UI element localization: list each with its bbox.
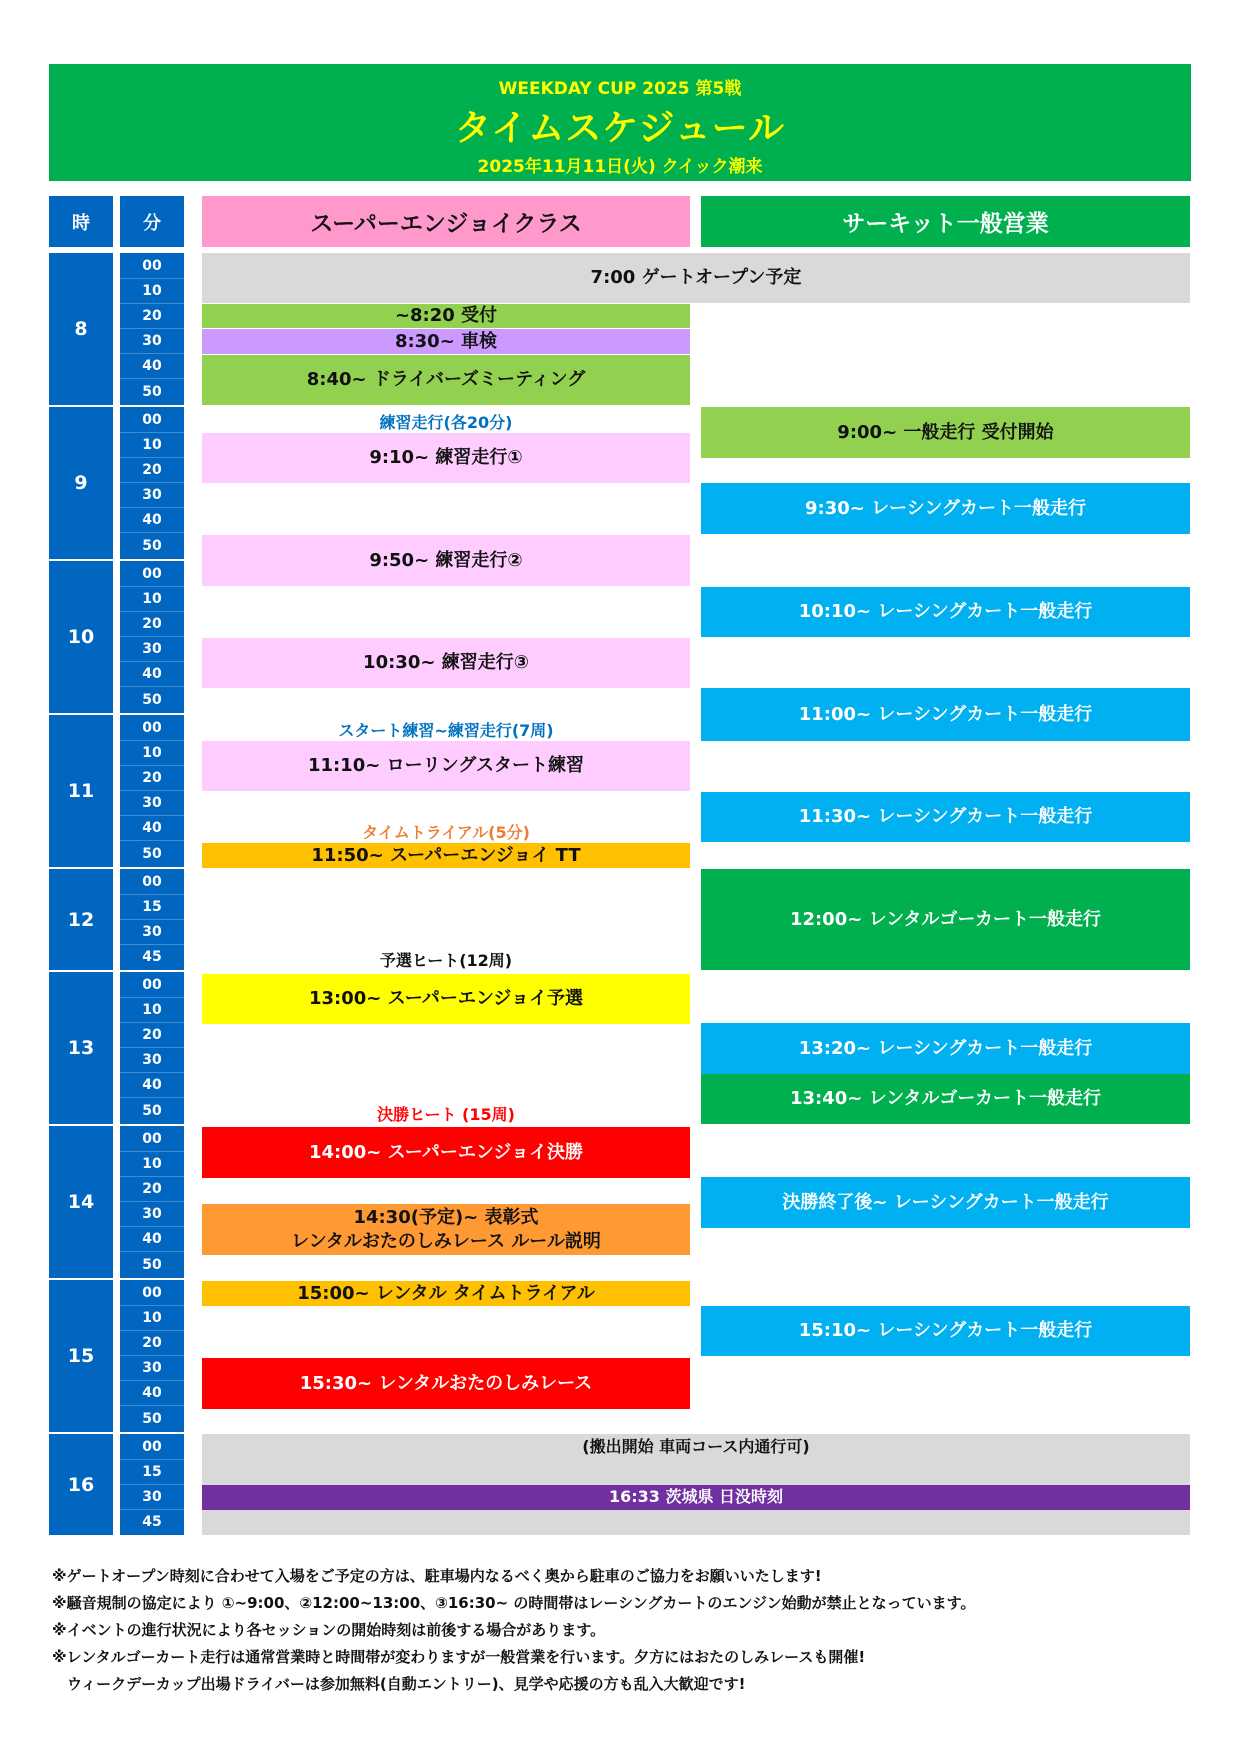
minute-cell: 20	[120, 1330, 184, 1356]
qualifying-heat-label: 予選ヒート(12周)	[379, 951, 513, 970]
rental-kart-1340-event: 13:40~ レンタルゴーカート一般走行	[701, 1074, 1190, 1124]
hour-cell: 15	[49, 1280, 113, 1432]
title-banner	[49, 64, 1191, 181]
practice-1-event: 9:10~ 練習走行①	[202, 433, 690, 483]
note-line: ※レンタルゴーカート走行は通常営業時と時間帯が変わりますが一般営業を行います。夕方にはおたのしみレースも開催!	[52, 1648, 866, 1666]
note-line: ウィークデーカップ出場ドライバーは参加無料(自動エントリー)、見学や応援の方も乱入大歓迎です!	[52, 1675, 746, 1693]
hour-cell: 10	[49, 561, 113, 713]
minute-cell: 10	[120, 278, 184, 304]
minute-cell: 20	[120, 457, 184, 483]
hour-column-header: 時	[49, 196, 113, 247]
minute-cell: 50	[142, 1102, 162, 1119]
minute-cell: 50	[142, 383, 162, 400]
circuit-general-header: サーキット一般営業	[701, 196, 1190, 247]
super-enjoy-class-header: スーパーエンジョイクラス	[202, 196, 690, 247]
minute-cell: 50	[142, 845, 162, 862]
minute-cell: 20	[120, 1022, 184, 1048]
racing-kart-1130-event: 11:30~ レーシングカート一般走行	[701, 792, 1190, 842]
minute-block	[120, 1126, 184, 1278]
minute-cell: 30	[120, 482, 184, 508]
minute-cell: 40	[120, 1380, 184, 1406]
carry-out-label: (搬出開始 車両コース内通行可)	[582, 1437, 810, 1456]
minute-block	[120, 972, 184, 1124]
minute-cell: 30	[120, 328, 184, 354]
award-line-1: 14:30(予定)~ 表彰式	[353, 1207, 539, 1229]
racing-kart-1100-event: 11:00~ レーシングカート一般走行	[701, 688, 1190, 741]
super-enjoy-tt-event: 11:50~ スーパーエンジョイ TT	[202, 843, 690, 868]
hour-cell: 8	[49, 253, 113, 405]
minute-cell: 30	[120, 636, 184, 662]
minute-cell: 45	[142, 1514, 162, 1530]
minute-cell: 00	[120, 1280, 184, 1306]
minute-cell: 00	[120, 715, 184, 741]
minute-cell: 00	[120, 869, 184, 895]
hour-cell: 9	[49, 407, 113, 559]
minute-cell: 20	[120, 303, 184, 329]
qualifying-event: 13:00~ スーパーエンジョイ予選	[202, 974, 690, 1024]
minute-cell: 10	[120, 586, 184, 612]
minute-cell: 50	[142, 691, 162, 708]
minute-cell: 10	[120, 1305, 184, 1331]
start-practice-label: スタート練習~練習走行(7周)	[338, 721, 554, 740]
reception-event: ~8:20 受付	[202, 304, 690, 328]
sunset-time-bar: 16:33 茨城県 日没時刻	[202, 1485, 1190, 1510]
award-ceremony-event	[202, 1204, 690, 1255]
note-line: ※騒音規制の協定により ①~9:00、②12:00~13:00、③16:30~ の時間帯はレーシングカートのエンジン始動が禁止となっています。	[52, 1594, 976, 1612]
minute-cell: 30	[120, 1201, 184, 1227]
rolling-start-event: 11:10~ ローリングスタート練習	[202, 741, 690, 791]
inspection-event: 8:30~ 車検	[202, 329, 690, 354]
hour-cell: 13	[49, 972, 113, 1124]
minute-block	[120, 1434, 184, 1535]
minute-cell: 40	[120, 815, 184, 841]
minute-cell: 50	[142, 1256, 162, 1273]
minute-cell: 10	[120, 740, 184, 766]
minute-cell: 40	[120, 353, 184, 379]
minute-cell: 30	[120, 1484, 184, 1510]
page-title: タイムスケジュール	[454, 108, 786, 149]
racing-kart-1510-event: 15:10~ レーシングカート一般走行	[701, 1306, 1190, 1356]
minute-cell: 00	[120, 1434, 184, 1460]
minute-cell: 10	[120, 1151, 184, 1177]
rental-kart-1200-event: 12:00~ レンタルゴーカート一般走行	[701, 869, 1190, 970]
minute-block	[120, 253, 184, 405]
minute-cell: 50	[142, 1410, 162, 1427]
minute-cell: 45	[142, 949, 162, 965]
racing-kart-0930-event: 9:30~ レーシングカート一般走行	[701, 483, 1190, 534]
gate-open-event: 7:00 ゲートオープン予定	[202, 253, 1190, 303]
hour-cell: 11	[49, 715, 113, 867]
hour-cell: 14	[49, 1126, 113, 1278]
minute-cell: 00	[120, 253, 184, 279]
minute-block	[120, 407, 184, 559]
minute-cell: 40	[120, 661, 184, 687]
minute-cell: 40	[120, 1226, 184, 1252]
minute-cell: 50	[142, 537, 162, 554]
practice-3-event: 10:30~ 練習走行③	[202, 638, 690, 688]
drivers-meeting-event: 8:40~ ドライバーズミーティング	[202, 355, 690, 405]
minute-block	[120, 561, 184, 713]
practice-2-event: 9:50~ 練習走行②	[202, 535, 690, 586]
minute-cell: 15	[120, 1459, 184, 1485]
general-open-event: 9:00~ 一般走行 受付開始	[701, 407, 1190, 458]
minute-cell: 30	[120, 1047, 184, 1073]
minute-cell: 30	[120, 919, 184, 945]
time-trial-label: タイムトライアル(5分)	[362, 823, 530, 842]
final-heat-label: 決勝ヒート (15周)	[377, 1105, 515, 1124]
minute-cell: 20	[120, 765, 184, 791]
minute-column-header: 分	[120, 196, 184, 247]
practice-label: 練習走行(各20分)	[379, 413, 513, 432]
note-line: ※ゲートオープン時刻に合わせて入場をご予定の方は、駐車場内なるべく奥から駐車のご協力をお願いいたします!	[52, 1567, 822, 1585]
minute-cell: 30	[120, 790, 184, 816]
hour-cell: 16	[49, 1434, 113, 1535]
event-date: 2025年11月11日(火) クイック潮来	[477, 157, 763, 177]
note-line: ※イベントの進行状況により各セッションの開始時刻は前後する場合があります。	[52, 1621, 606, 1639]
rental-time-trial-event: 15:00~ レンタル タイムトライアル	[202, 1281, 690, 1306]
minute-block	[120, 869, 184, 970]
minute-cell: 40	[120, 1072, 184, 1098]
minute-block	[120, 715, 184, 867]
minute-cell: 15	[120, 894, 184, 920]
minute-cell: 00	[120, 407, 184, 433]
racing-kart-1320-event: 13:20~ レーシングカート一般走行	[701, 1023, 1190, 1074]
minute-cell: 10	[120, 432, 184, 458]
racing-kart-1010-event: 10:10~ レーシングカート一般走行	[701, 587, 1190, 637]
award-line-2: レンタルおたのしみレース ルール説明	[291, 1230, 601, 1252]
racing-kart-after-final-event: 決勝終了後~ レーシングカート一般走行	[701, 1177, 1190, 1228]
rental-fun-race-event: 15:30~ レンタルおたのしみレース	[202, 1358, 690, 1409]
minute-cell: 20	[120, 611, 184, 637]
minute-cell: 10	[120, 997, 184, 1023]
hour-cell: 12	[49, 869, 113, 970]
minute-cell: 30	[120, 1355, 184, 1381]
minute-block	[120, 1280, 184, 1432]
minute-cell: 00	[120, 1126, 184, 1152]
minute-cell: 00	[120, 561, 184, 587]
minute-cell: 00	[120, 972, 184, 998]
event-name: WEEKDAY CUP 2025 第5戦	[498, 79, 742, 99]
minute-cell: 20	[120, 1176, 184, 1202]
minute-cell: 40	[120, 507, 184, 533]
final-event: 14:00~ スーパーエンジョイ決勝	[202, 1127, 690, 1178]
